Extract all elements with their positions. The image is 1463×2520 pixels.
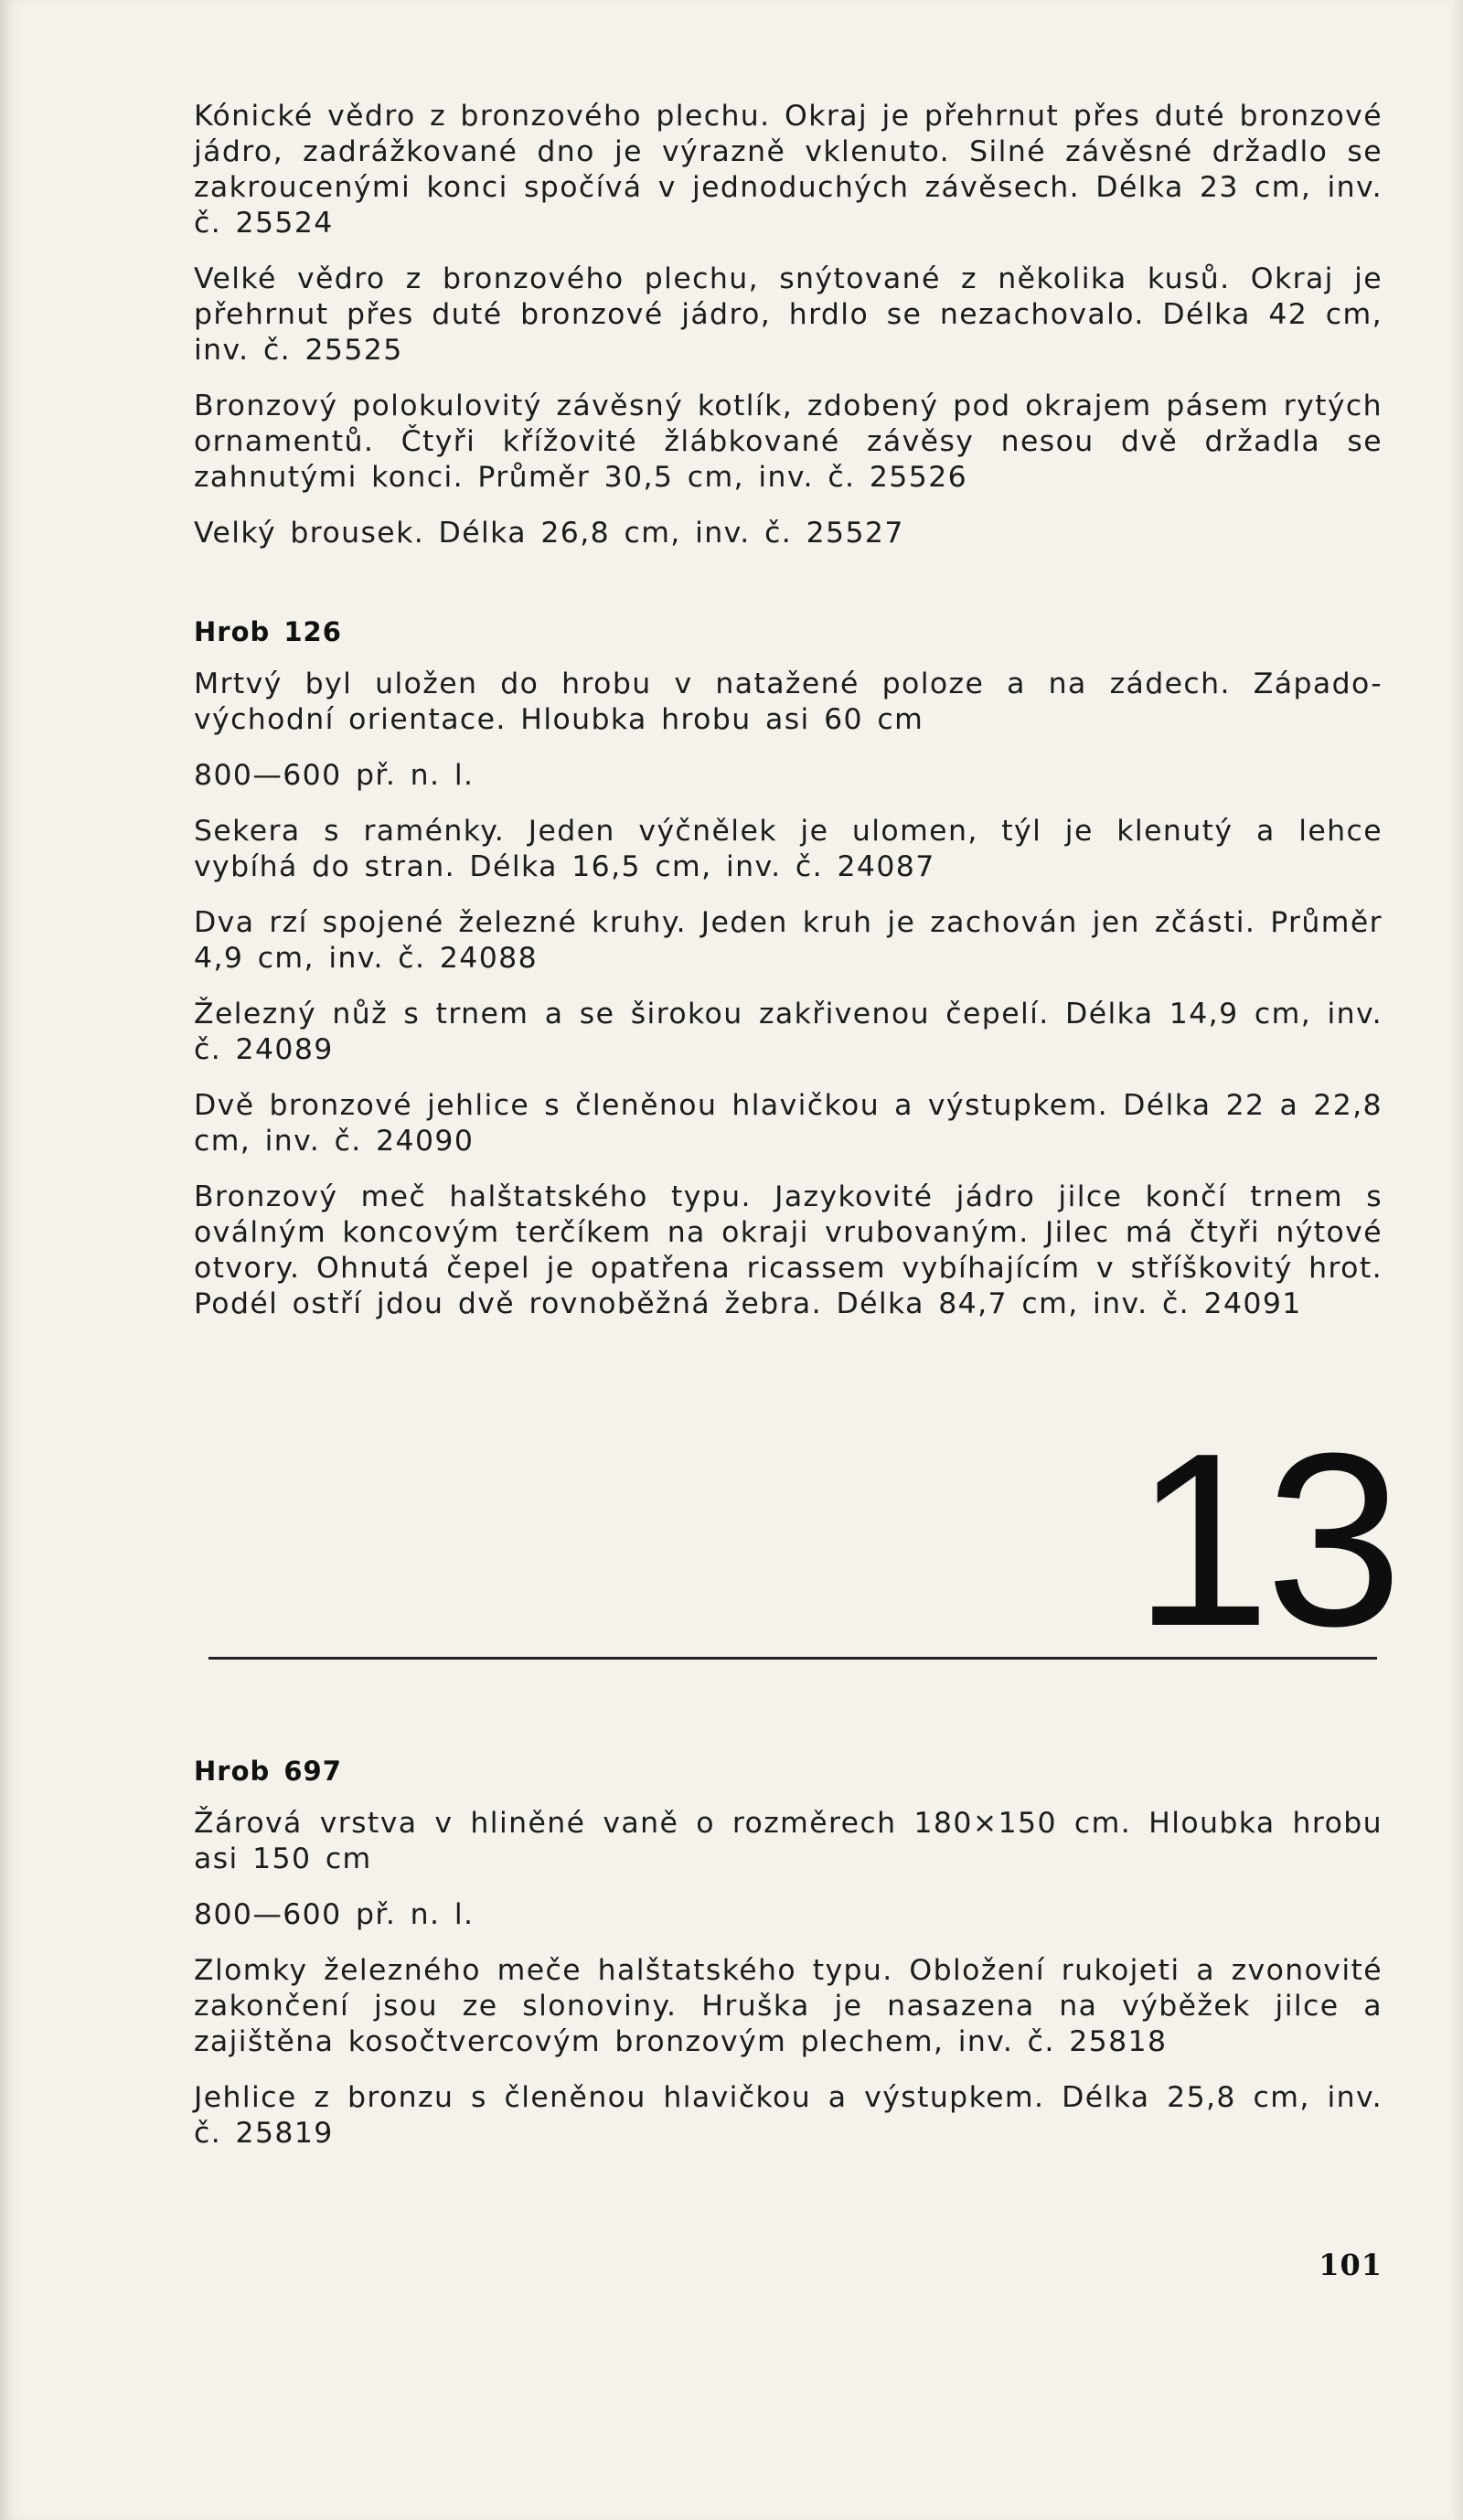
grave-126-heading: Hrob 126 <box>194 616 342 647</box>
section-number: 13 <box>1133 1403 1397 1678</box>
page-number: 101 <box>1319 2248 1383 2282</box>
grave-item: Jehlice z bronzu s členěnou hlavičkou a výstupkem. Délka 25,8 cm, inv. č. 25819 <box>194 2081 1383 2150</box>
grave-item: Železný nůž s trnem a se širokou zakřivenou čepelí. Délka 14,9 cm, inv. č. 24089 <box>194 998 1383 1066</box>
page-edge-shadow <box>1450 0 1463 2520</box>
top-entries <box>194 99 1383 571</box>
grave-697-section <box>194 1754 1383 2172</box>
grave-item: Sekera s raménky. Jeden výčnělek je ulomen, týl je klenutý a lehce vybíhá do stran. Délka 16,5 cm, inv. č. 24087 <box>194 815 1383 883</box>
entry-paragraph: Velké vědro z bronzového plechu, snýtované z několika kusů. Okraj je přehrnut přes duté bronzové jádro, hrdlo se nezachovalo. Délka 42 cm, inv. č. 25525 <box>194 262 1383 367</box>
grave-697-description: Žárová vrstva v hliněné vaně o rozměrech 180×150 cm. Hloubka hrobu asi 150 cm <box>194 1807 1383 1875</box>
entry-paragraph: Kónické vědro z bronzového plechu. Okraj je přehrnut přes duté bronzové jádro, zadrážkované dno je výrazně vklenuto. Silné závěsné držadlo se zakroucenými konci spočívá v jednoduchých závěsech. Délka 23 cm, inv. č. 25524 <box>194 100 1383 240</box>
grave-126-dating: 800—600 př. n. l. <box>194 759 475 792</box>
grave-item: Dvě bronzové jehlice s členěnou hlavičkou a výstupkem. Délka 22 a 22,8 cm, inv. č. 24090 <box>194 1089 1383 1158</box>
section-divider <box>208 1657 1377 1660</box>
grave-697-heading: Hrob 697 <box>194 1756 342 1787</box>
grave-126-description: Mrtvý byl uložen do hrobu v natažené poloze a na zádech. Západo-východní orientace. Hloubka hrobu asi 60 cm <box>194 667 1383 736</box>
grave-126-section <box>194 614 1383 1342</box>
entry-paragraph: Velký brousek. Délka 26,8 cm, inv. č. 25527 <box>194 517 904 550</box>
grave-item: Dva rzí spojené železné kruhy. Jeden kruh je zachován jen zčásti. Průměr 4,9 cm, inv. č. 24088 <box>194 906 1383 975</box>
grave-item: Zlomky železného meče halštatského typu. Obložení rukojeti a zvonovité zakončení jsou ze slonoviny. Hruška je nasazena na výběžek jilce a zajištěna kosočtvercovým bronzovým plechem, inv. č. 25818 <box>194 1954 1383 2058</box>
grave-697-dating: 800—600 př. n. l. <box>194 1898 475 1931</box>
grave-item: Bronzový meč halštatského typu. Jazykovité jádro jilce končí trnem s oválným koncovým terčíkem na okraji vrubovaným. Jilec má čtyři nýtové otvory. Ohnutá čepel je opatřena ricassem vybíhajícím v stříškovitý hrot. Podél ostří jdou dvě rovnoběžná žebra. Délka 84,7 cm, inv. č. 24091 <box>194 1180 1383 1320</box>
entry-paragraph: Bronzový polokulovitý závěsný kotlík, zdobený pod okrajem pásem rytých ornamentů. Čtyři křížovité žlábkované závěsy nesou dvě držadla se zahnutými konci. Průměr 30,5 cm, inv. č. 25526 <box>194 390 1383 494</box>
